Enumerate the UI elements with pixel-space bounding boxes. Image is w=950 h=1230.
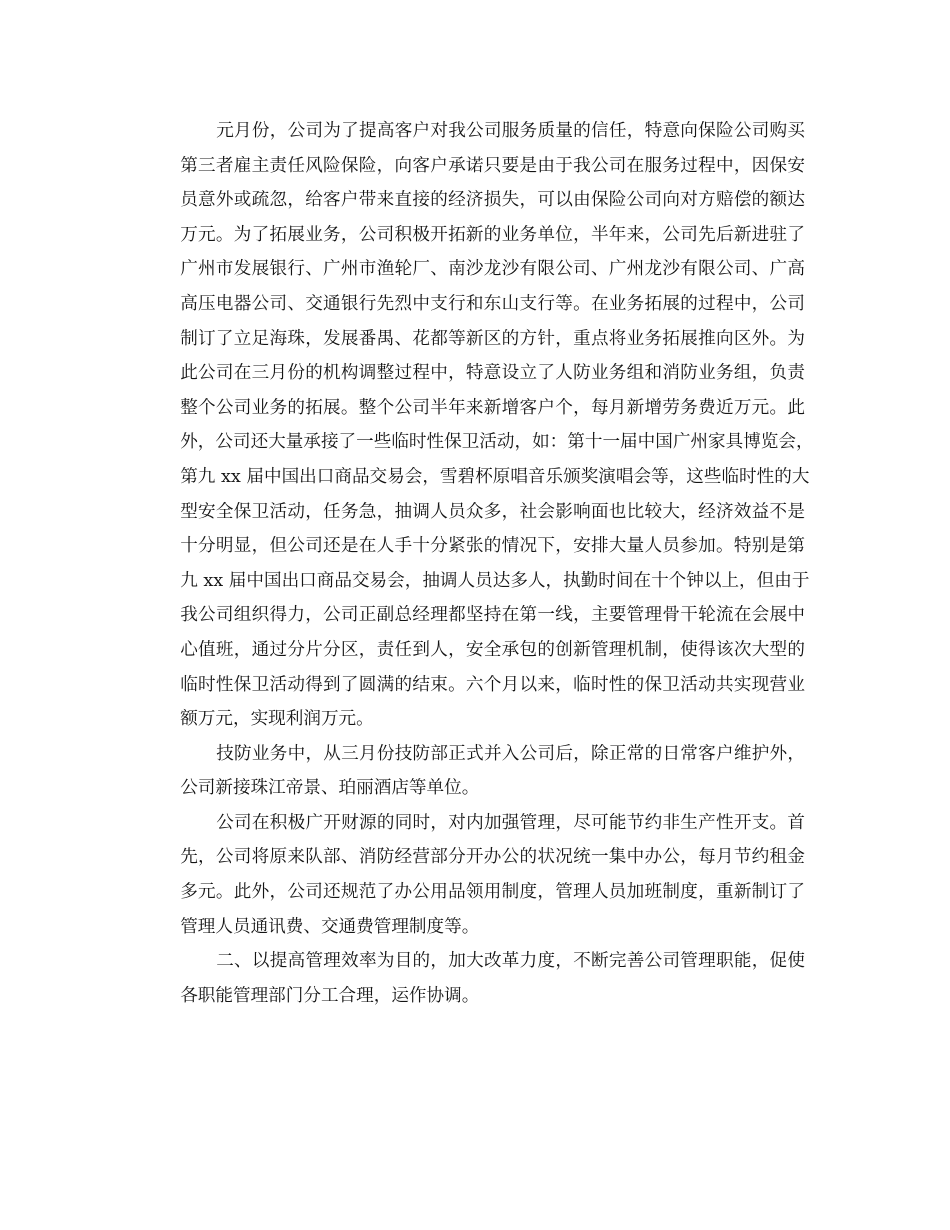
text-line: 二、以提高管理效率为目的，加大改革力度，不断完善公司管理职能，促使 — [216, 951, 805, 972]
text-line: 第九 xx 届中国出口商品交易会，雪碧杯原唱音乐颁奖演唱会等，这些临时性的大 — [180, 466, 810, 487]
text-line: 此公司在三月份的机构调整过程中，特意设立了人防业务组和消防业务组，负责 — [180, 363, 805, 384]
text-line: 万元。为了拓展业务，公司积极开拓新的业务单位，半年来，公司先后新进驻了 — [180, 224, 805, 245]
text-line: 整个公司业务的拓展。整个公司半年来新增客户个，每月新增劳务费近万元。此 — [180, 397, 805, 418]
text-line: 公司在积极广开财源的同时，对内加强管理，尽可能节约非生产性开支。首 — [216, 812, 805, 833]
text-line: 九 xx 届中国出口商品交易会，抽调人员达多人，执勤时间在十个钟以上，但由于 — [180, 570, 810, 591]
paragraph-1 — [145, 114, 814, 737]
text-line: 管理人员通讯费、交通费管理制度等。 — [180, 916, 480, 937]
text-line: 十分明显，但公司还是在人手十分紧张的情况下，安排大量人员参加。特别是第 — [180, 536, 805, 557]
text-line: 型安全保卫活动，任务急，抽调人员众多，社会影响面也比较大，经济效益不是 — [180, 501, 805, 522]
paragraph-2 — [145, 737, 805, 806]
text-line: 广州市发展银行、广州市渔轮厂、南沙龙沙有限公司、广州龙沙有限公司、广高 — [180, 259, 805, 280]
text-line: 心值班，通过分片分区，责任到人，安全承包的创新管理机制，使得该次大型的 — [180, 639, 805, 660]
text-line: 各职能管理部门分工合理，运作协调。 — [180, 985, 480, 1006]
text-line: 外，公司还大量承接了一些临时性保卫活动，如：第十一届中国广州家具博览会， — [180, 432, 814, 453]
paragraph-3 — [145, 806, 805, 944]
text-line: 公司新接珠江帝景、珀丽酒店等单位。 — [180, 778, 480, 799]
document-body — [145, 114, 814, 1013]
text-line: 元月份，公司为了提高客户对我公司服务质量的信任，特意向保险公司购买 — [216, 121, 805, 141]
text-line: 先，公司将原来队部、消防经营部分开办公的状况统一集中办公，每月节约租金 — [180, 847, 805, 868]
text-line: 第三者雇主责任风险保险，向客户承诺只要是由于我公司在服务过程中，因保安 — [180, 155, 805, 176]
text-line: 额万元，实现利润万元。 — [180, 709, 374, 730]
text-line: 技防业务中，从三月份技防部正式并入公司后，除正常的日常客户维护外， — [216, 743, 805, 764]
paragraph-4 — [145, 944, 805, 1013]
text-line: 制订了立足海珠，发展番禺、花都等新区的方针，重点将业务拓展推向区外。为 — [180, 328, 805, 349]
text-line: 高压电器公司、交通银行先烈中支行和东山支行等。在业务拓展的过程中，公司 — [180, 293, 805, 314]
text-line: 多元。此外，公司还规范了办公用品领用制度，管理人员加班制度，重新制订了 — [180, 882, 805, 903]
text-line: 员意外或疏忽，给客户带来直接的经济损失，可以由保险公司向对方赔偿的额达 — [180, 190, 805, 211]
text-line: 临时性保卫活动得到了圆满的结束。六个月以来，临时性的保卫活动共实现营业 — [180, 674, 805, 695]
text-line: 我公司组织得力，公司正副总经理都坚持在第一线，主要管理骨干轮流在会展中 — [180, 605, 805, 626]
